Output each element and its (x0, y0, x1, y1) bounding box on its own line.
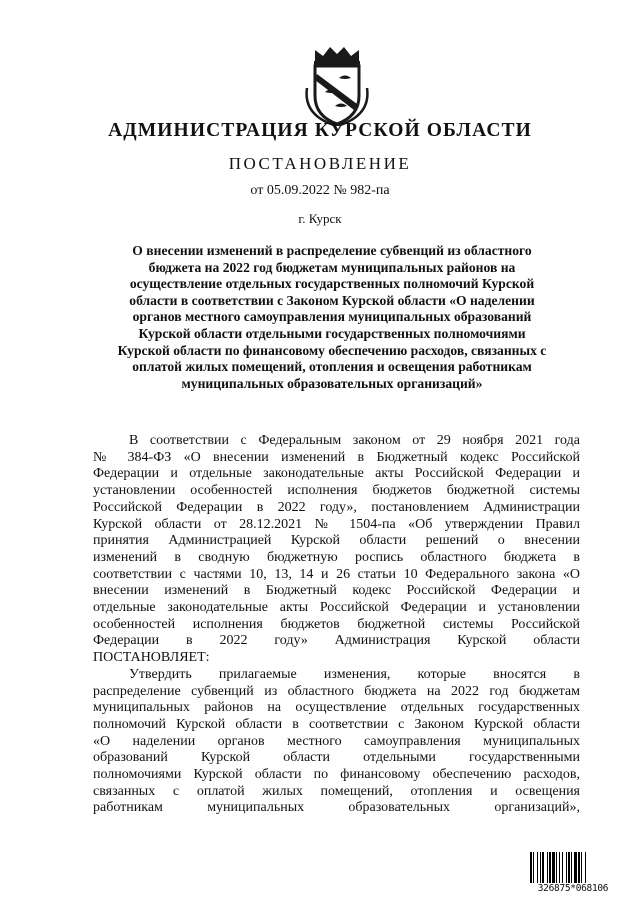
barcode-bar (578, 852, 580, 883)
barcode-number: 326875*068106 (537, 883, 609, 894)
body-line: отдельные законодательные акты Российской Федерации и установлении (93, 600, 580, 616)
document-body (93, 433, 580, 817)
document-city: г. Курск (298, 211, 342, 226)
body-line: полномочиями Курской области по финансовому обеспечению расходов, (93, 767, 580, 783)
body-line: внесении изменений в Бюджетный кодекс Российской Федерации и (93, 583, 580, 599)
barcode-bar (574, 852, 577, 883)
subject-line: осуществление отдельных государственных полномочий Курской (129, 276, 535, 292)
body-line: полномочий Курской области в соответствии с Законом Курской области (93, 716, 580, 732)
barcode-bar (566, 852, 567, 883)
body-line: принятия Администрацией Курской области решений о внесении (93, 533, 580, 549)
barcode-bar (556, 852, 557, 883)
organization-title: АДМИНИСТРАЦИЯ КУРСКОЙ ОБЛАСТИ (108, 120, 532, 141)
body-line: Курской области от 28.12.2021 № 1504-па «Об утверждении Правил (93, 516, 580, 532)
barcode-bar (559, 852, 560, 883)
document-date-number: от 05.09.2022 № 982-па (250, 183, 390, 198)
subject-line: Курской области отдельными государственных полномочиями (138, 325, 526, 341)
subject-line: оплатой жилых помещений, отопления и освещения работникам (132, 359, 532, 375)
coat-of-arms-icon (301, 44, 373, 126)
body-line: Федерации в 2022 году» Администрация Курской области (93, 633, 580, 649)
barcode-bar (581, 852, 582, 883)
body-line: Российской Федерации в 2022 году», постановлением Администрации (93, 499, 580, 515)
body-line: распределение субвенций из областного бюджета на 2022 год бюджетам (93, 683, 580, 699)
barcode-bar (542, 852, 544, 883)
barcode-bar (571, 852, 572, 883)
body-line: особенностей исполнения бюджетов бюджетной системы Российской (93, 616, 580, 632)
subject-line: области в соответствии с Законом Курской области «О наделении (129, 292, 535, 308)
barcode-bar (530, 852, 532, 883)
document-type: ПОСТАНОВЛЕНИЕ (228, 154, 412, 173)
body-line: соответствии с частями 10, 13, 14 и 26 статьи 10 Федерального закона «О (93, 566, 580, 582)
body-line: Федерации и отдельные законодательные акты Российской Федерации и (93, 466, 580, 482)
body-line-decree: ПОСТАНОВЛЯЕТ: (93, 650, 210, 666)
body-line: установлении особенностей исполнения бюджетов бюджетной системы (93, 483, 580, 499)
body-line: № 384-ФЗ «О внесении изменений в Бюджетный кодекс Российской (93, 449, 580, 465)
barcode-bar (537, 852, 538, 883)
body-line: связанных с оплатой жилых помещений, отопления и освещения (93, 783, 580, 799)
body-line: работникам муниципальных образовательных организаций», (93, 800, 580, 816)
barcode-bar (585, 852, 586, 883)
subject-line: муниципальных образовательных организаций» (181, 375, 483, 391)
barcode (528, 852, 618, 894)
body-line: В соответствии с Федеральным законом от 29 ноября 2021 года (129, 433, 580, 448)
barcode-bar (540, 852, 541, 883)
document-subject (88, 243, 576, 392)
barcode-bar (562, 852, 563, 883)
subject-line: органов местного самоуправления муниципальных образований (132, 309, 532, 325)
subject-line: Курской области по финансовому обеспечению расходов, связанных с (117, 342, 547, 358)
subject-line: О внесении изменений в распределение субвенций из областного (132, 243, 532, 258)
barcode-bar (533, 852, 534, 883)
body-line: изменений в сводную бюджетную роспись областного бюджета в (93, 549, 580, 565)
body-line: образований Курской области отдельными государственными (93, 750, 580, 766)
body-line: Утвердить прилагаемые изменения, которые вносятся в (129, 666, 580, 682)
body-line: муниципальных районов на осуществление отдельных государственных (93, 700, 580, 716)
body-line: «О наделении органов местного самоуправления муниципальных (93, 733, 580, 749)
barcode-bar (552, 852, 555, 883)
subject-line: бюджета на 2022 год бюджетам муниципальных районов на (148, 259, 516, 275)
barcode-icon (530, 852, 616, 883)
barcode-bar (547, 852, 548, 883)
barcode-bar (549, 852, 551, 883)
barcode-bar (568, 852, 570, 883)
